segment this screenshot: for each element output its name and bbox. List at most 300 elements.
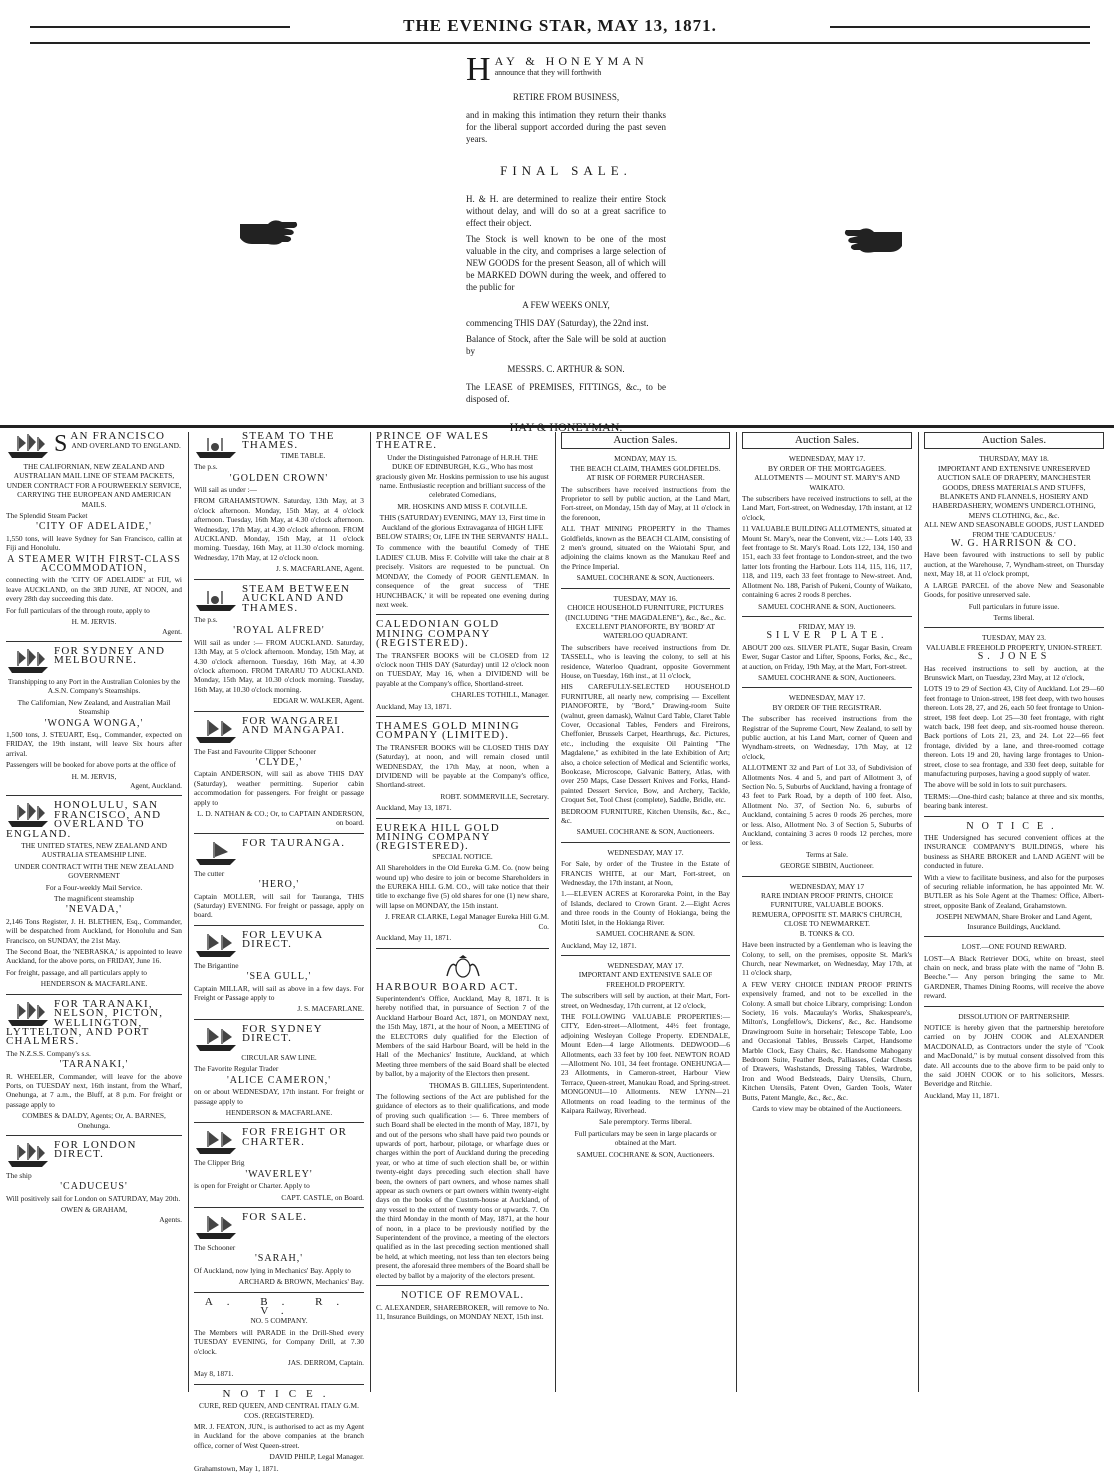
ad-paragraph: Have been instructed by a Gentleman who is leaving the Colony, to sell, on the premises, opposite St. Mark's Church, near Newmarket, on Wednesday, May 17th, at 11 o'clock sharp,: [742, 940, 912, 978]
ad-paragraph: ALL THAT MINING PROPERTY in the Thames Goldfields, known as the BEACH CLAIM, consisting of 2 men's ground, situated on the Waiotahi Spur, and adjoining the claims known as the Manukau Reef and the Prince Imperial.: [561, 524, 730, 571]
notice-eureka-hill: [376, 821, 549, 943]
ad-heading: FOR LEVUKA DIRECT.: [242, 928, 323, 951]
ship-name: 'CITY OF ADELAIDE,': [36, 521, 152, 533]
ad-signature: JAS. DERROM, Captain.: [287, 1358, 364, 1367]
divider: [6, 1135, 182, 1136]
ad-heading: IMPORTANT AND EXTENSIVE UNRESERVED AUCTION SALE OF DRAPERY, MANCHESTER GOODS, DRESS MATERIALS AND STUFFS, BLANKETS AND FLANNELS, HOSIERY AND HABERDASHERY, WOMEN'S UNDERCLOTHING, MEN'S CLOTHING, &c., &c.: [932, 463, 1096, 520]
ship-name: 'HERO,': [258, 879, 300, 891]
timetable-text: Will sail as under :— FROM AUCKLAND. Saturday, 13th May, at 5 o'clock afternoon. Monday, 15th May, at 4.30 o'clock afternoon. Tuesday, 16th May, at 4.30 o'clock afternoon. FROM TARARU TO AUCKLAND. Monday, 15th May, at 10.30 o'clock morning. Tuesday, 16th May, at 10.30 o'clock morning.: [194, 637, 364, 694]
ad-heading: HARBOUR BOARD ACT.: [376, 980, 519, 993]
divider: [194, 1122, 364, 1123]
ad-paragraph: For a Four-weekly Mail Service.: [45, 882, 143, 892]
ad-signature: S. JONES: [977, 651, 1051, 663]
ad-signature: SAMUEL COCHRANE & SON, Auctioneers.: [576, 1149, 715, 1159]
ad-heading: AY & HONEYMAN: [494, 54, 648, 68]
notice-caledonian: [376, 620, 549, 711]
ad-line: RETIRE FROM BUSINESS,: [512, 92, 620, 102]
ad-subheading: NO. 5 COMPANY.: [250, 1316, 308, 1326]
ad-paragraph: Full particulars may be seen in large placards or obtained at the Mart.: [574, 1128, 717, 1148]
ad-subheading: CURE, RED QUEEN, AND CENTRAL ITALY G.M. COS. (REGISTERED).: [199, 1401, 359, 1420]
shipping-ad-taranaki: [6, 997, 182, 1130]
ad-paragraph: Will positively sail for London on SATURDAY, May 20th.: [6, 1193, 181, 1203]
ad-paragraph: Will sail as under :—: [194, 485, 257, 495]
ship-icon: [194, 839, 238, 867]
page-title: THE EVENING STAR, MAY 13, 1871.: [403, 16, 717, 35]
divider: [924, 936, 1104, 937]
divider: [376, 1285, 549, 1286]
ad-signature: ARCHARD & BROWN, Mechanics' Bay.: [238, 1277, 364, 1287]
ad-heading: FOR WANGAREI AND MANGAPAI.: [242, 714, 346, 736]
auction-date: MONDAY, MAY 15.: [614, 454, 677, 464]
ad-paragraph: 11 VALUABLE BUILDING ALLOTMENTS, situated at Mount St. Mary's, near the Convent, viz.:— Lots 140, 33 feet frontage to St. Mary's Road. Lots 122, 134, 150 and 151, each 33 feet frontage to London-street, and the two latter lots fronting the Harbour. Lots 114, 115, 116, 117, 118, and 119, each 33 feet frontage to New-street. And, Allotment No. 188, Parish of Pukeni, County of Waikato, containing 6 acres 2 roods 8 perches.: [742, 524, 912, 600]
divider: [376, 818, 549, 819]
ad-signature: SAMUEL COCHRANE & SON.: [596, 929, 695, 939]
column-5: [742, 432, 912, 1392]
ship-name: 'ALICE CAMERON,': [226, 1074, 332, 1086]
shipping-ad-freight-charter: [194, 1128, 364, 1202]
auction-mortgagees: [742, 454, 912, 611]
ad-paragraph: on or about WEDNESDAY, 17th instant. For freight or passage apply to: [194, 1087, 364, 1106]
auction-date: WEDNESDAY, MAY 17: [789, 881, 865, 891]
ad-heading: FOR TAURANGA.: [242, 836, 346, 849]
ad-paragraph: The above will be sold in lots to suit purchasers.: [924, 780, 1067, 790]
ad-paragraph: The following sections of the Act are published for the guidance of electors as to their qualifications, and mode of proving such qualification :— 6. Three members of such Board shall be elected in the month of May, 1871, by and out of the persons who shall have paid two pounds or upwards of port, harbour, pilotage, or wharfage dues or charges within the port of Auckland during the preceding year, or who at time of such election shall be, or within twenty-eight days preceding such election shall have been, the owners of part owners, and whose names shall appear as such owners or part owners within twenty-eight days on the books of the Custom-house at Auckland, of any vessel to the extent of twenty tons or upwards. 7. On the third Monday in the month of May, 1871, at the hour of noon, in a place to be previously notified by the Superintendent of the province, a meeting of the electors qualified as in the last preceding section mentioned shall be held, at which meeting, not less than ten electors being present, the aforesaid three members of the Board shall be elected by ballot by a majority of the electors present.: [376, 1091, 549, 1280]
ad-signature: J. S. MACFARLANE.: [297, 1004, 364, 1014]
ad-paragraph: The subscribers have received instructions to sell, at the Land Mart, Fort-street, on Wednesday, 17th instant, at 12 o'clock,: [742, 494, 912, 522]
ad-signature: J. FREAR CLARKE, Legal Manager Eureka Hill G.M. Co.: [384, 912, 549, 931]
ad-paragraph: The cutter: [194, 868, 225, 878]
ad-signature: HENDERSON & MACFARLANE.: [40, 979, 148, 989]
ad-signature: OWEN & GRAHAM,: [60, 1205, 128, 1215]
ad-signature: CHARLES TOTHILL, Manager.: [451, 690, 549, 700]
ad-paragraph: Terms at Sale.: [806, 849, 848, 859]
ship-icon: [6, 432, 50, 460]
ad-paragraph: R. WHEELER, Commander, will leave for the above Ports, on TUESDAY next, 16th instant, from the Wharf, Onehunga, at 7 a.m., the Bluff, at 8 p.m. For freight or passage apply to: [6, 1071, 182, 1109]
ad-paragraph: HIS CAREFULLY-SELECTED HOUSEHOLD FURNITURE, all nearly new, comprising — Excellent PIANOFORTE, by "Bord," Drawing-room Suite (walnut, green damask), Walnut Card Table, Claret Table Cover, Occasional Tables, Fenders and Fireirons, Cheffonier, Brussels Carpet, Hearthrugs, &c. Pictures, etc., including the exquisite Oil Painting "The Magdalene," as exhibited in the late Exhibition of Art; also, a choice selection of Medical and Scientific works, Bookcase, Microscope, Galvanic Battery, Atlas, with over 250 Maps, Case Dessert Knives and Forks, Hand-painted Dessert Service, Bow, and Archery, Tackle, Croquet Set, Tool Chest (complete), Saddle, Bridle, etc.: [561, 682, 730, 805]
pointing-hand-icon: [238, 214, 300, 248]
ad-paragraph: 1,550 tons, will leave Sydney for San Francisco, callin at Fiji and Honolulu.: [6, 533, 182, 553]
ship-name: 'SEA GULL,': [246, 971, 312, 983]
masthead-rule: [830, 26, 1090, 28]
ad-paragraph: For freight, passage, and all particulars apply to: [6, 967, 147, 977]
ship-icon: [6, 801, 50, 829]
ad-line: A FEW WEEKS ONLY,: [522, 300, 610, 310]
notice-lost-dog: [924, 942, 1104, 1000]
ad-paragraph: Under the Distinguished Patronage of H.R.H. THE DUKE OF EDINBURGH, K.G., Who has most graciously given Mr. Hoskins permission to use his august name. Enthusiastic reception and brilliant success of the celebrated Comedians,: [376, 452, 549, 500]
shipping-ad-for-sale: [194, 1210, 364, 1287]
ad-paragraph: Captain MOLLER, will sail for Tauranga, THIS (Saturday) EVENING. For freight or passage, apply on board.: [194, 891, 364, 920]
drop-cap: H: [466, 51, 491, 88]
ad-signature: JOSEPH NEWMAN, Share Broker and Land Agent, Insurance Buildings, Auckland.: [935, 912, 1092, 931]
ad-heading: RARE INDIAN PROOF PRINTS, CHOICE FURNITURE, VALUABLE BOOKS.: [760, 891, 894, 910]
ad-paragraph: The Stock is well known to be one of the most valuable in the city, and comprises a large selection of NEW GOODS for the present Season, all of which will be MARKED DOWN during the week, and offered to the public for: [466, 234, 666, 292]
ad-paragraph: 1.—ELEVEN ACRES at Kororareka Point, in the Bay of Islands, declared to Crown Grant. 2.—Eight Acres and three roods in the County of Hokianga, being the Motiti Islet, in the Hokianga River.: [561, 889, 730, 927]
divider: [194, 925, 364, 926]
ad-paragraph: The TRANSFER BOOKS will be CLOSED from 12 o'clock noon THIS DAY (Saturday) until 12 o'clock noon on TUESDAY, May 16, when a DIVIDEND will be payable at the Company's office, Shortland-street.: [376, 650, 549, 688]
divider: [924, 1006, 1104, 1007]
ship-name: 'SARAH,': [255, 1253, 303, 1265]
ad-date: Auckland, May 11, 1871.: [924, 1090, 1000, 1100]
column-rule: [555, 432, 556, 1392]
shipping-ad-golden-crown: [194, 432, 364, 574]
ad-signature: HAY & HONEYMAN.: [509, 420, 623, 434]
ad-heading: FOR LONDON DIRECT.: [54, 1138, 137, 1161]
auction-registrar: [742, 693, 912, 870]
section-heading: Auction Sales.: [561, 432, 730, 449]
ad-signature: THOMAS B. GILLIES, Superintendent.: [429, 1080, 549, 1090]
ad-signature: W. G. HARRISON & CO.: [950, 538, 1078, 550]
notice-mining-agent: [194, 1387, 364, 1473]
ad-paragraph: Captain MILLAR, will sail as above in a few days. For Freight or Passage apply to: [194, 983, 364, 1003]
column-rule: [370, 432, 371, 1392]
shipping-ad-tauranga: [194, 836, 364, 920]
pointing-hand-icon: [842, 222, 904, 256]
auction-indian-prints: [742, 882, 912, 1114]
ad-subheading: ALL NEW AND SEASONABLE GOODS, JUST LANDED FROM THE 'CADUCEUS.': [924, 520, 1104, 539]
ad-paragraph: Passengers will be booked for above ports at the office of: [6, 760, 176, 770]
ad-paragraph: TERMS:—One-third cash; balance at three and six months, bearing bank interest.: [924, 791, 1104, 811]
ad-date: Grahamstown, May 1, 1871.: [194, 1463, 279, 1473]
notice-share-broker: [924, 822, 1104, 931]
auction-date: WEDNESDAY, MAY 17.: [607, 960, 684, 970]
ad-paragraph: Terms liberal.: [993, 612, 1035, 622]
section-heading: Auction Sales.: [742, 432, 912, 449]
divider: [561, 842, 730, 843]
drop-cap: S: [54, 431, 68, 457]
auction-silver-plate: [742, 622, 912, 682]
ship-name: 'ROYAL ALFRED': [233, 625, 325, 637]
ad-paragraph: Full particulars in future issue.: [968, 601, 1060, 611]
ad-paragraph: ALLOTMENT 32 and Part of Lot 33, of Subdivision of Allotments Nos. 4 and 5, and part of Allotment 3, of Section No. 5, Suburbs of Auckland, having a frontage of 43 feet to Park Road, by a depth of 100 feet. Also, Allotment No. 37, of Section No. 6, suburbs of Auckland, containing 5 acres 0 roods 26 perches, more or less. Also, Allotment No. 3 of Section 5, Suburbs of Auckland, containing 3 acres 0 roods 12 perches, more or less.: [742, 763, 912, 848]
ad-paragraph: connecting with the 'CITY OF ADELAIDE' at FIJI, wi leave AUCKLAND, on the 3RD JUNE, AT NOON, and every 28th day succeeding this date.: [6, 575, 182, 604]
ad-paragraph: The N.Z.S.S. Company's s.s.: [6, 1048, 91, 1058]
divider: [376, 614, 549, 615]
divider: [924, 816, 1104, 817]
ad-heading: NOTICE.: [966, 820, 1062, 832]
ad-signature: COMBES & DALDY, Agents; Or, A. BARNES, Onehunga.: [22, 1111, 166, 1130]
ad-paragraph: Captain ANDERSON, will sail as above THIS DAY (Saturday), weather permitting. Superior cabin accommodation for passengers. For freight or passage apply to: [194, 769, 364, 807]
ad-heading: ALLOTMENTS — MOUNT ST. MARY'S AND WAIKATO.: [754, 473, 900, 492]
shipping-ad-san-francisco: [6, 432, 182, 636]
ad-signature-role: Agents.: [159, 1214, 182, 1224]
column-2: [194, 430, 364, 1473]
ad-heading: DISSOLUTION OF PARTNERSHIP.: [958, 1011, 1070, 1021]
ad-paragraph: Balance of Stock, after the Sale will be sold at auction by: [466, 334, 666, 356]
ad-paragraph: Cards to view may be obtained of the Auctioneers.: [752, 1104, 902, 1113]
ad-subheading: BY ORDER OF THE REGISTRAR.: [772, 702, 882, 712]
auction-union-street: [924, 633, 1104, 810]
ad-signature: EDGAR W. WALKER, Agent.: [272, 696, 364, 706]
ad-paragraph: The subscribers have received instructions from Dr. TASSELL, who is leaving the colony, to sell at his residence, Waterloo Quadrant, opposite Government House, on Tuesday, 16th inst., at 11 o'clock,: [561, 642, 730, 680]
ad-paragraph: With a view to facilitate business, and also for the purposes of securing reliable information, he has appointed Mr. W. BUTLER as his Sole Agent at the Thames: Office, Albert-street, opposite Bank of Zealand, Grahamstown.: [924, 872, 1104, 910]
auction-freehold-property: [561, 961, 730, 1159]
ad-date: May 8, 1871.: [194, 1369, 234, 1379]
auction-date: WEDNESDAY, MAY 17.: [607, 847, 684, 857]
shipping-ad-honolulu: [6, 801, 182, 988]
ship-name: 'CLYDE,': [255, 756, 303, 768]
ad-heading: NOTICE.: [222, 1387, 336, 1400]
ad-heading: HONOLULU, SAN FRANCISCO, AND OVERLAND TO ENGLAND.: [6, 799, 162, 840]
ad-paragraph: The Schooner: [194, 1242, 236, 1252]
ad-heading: SILVER PLATE.: [766, 630, 888, 642]
ad-paragraph: Sale peremptory. Terms liberal.: [599, 1117, 692, 1127]
ship-icon: [194, 1025, 238, 1053]
ad-paragraph: For full particulars of the through route, apply to: [6, 605, 150, 615]
hay-honeyman-advertisement: [466, 51, 666, 434]
ship-icon: [6, 647, 50, 675]
ad-paragraph: The Clipper Brig: [194, 1158, 245, 1168]
ad-signature: DAVID PHILP, Legal Manager.: [269, 1452, 364, 1462]
ad-paragraph: Of Auckland, now lying in Mechanics' Bay. Apply to: [194, 1265, 351, 1275]
ad-paragraph: UNDER CONTRACT WITH THE NEW ZEALAND GOVERNMENT: [14, 861, 174, 881]
ad-paragraph: The subscribers have received instructions from the Proprietor to sell by public auction, at the Land Mart, Fort-street, on Monday, 15th day of May, at 11 o'clock in the forenoon,: [561, 484, 730, 522]
ad-date: Auckland, May 11, 1871.: [376, 933, 452, 943]
ad-paragraph: The TRANSFER BOOKS will be CLOSED THIS DAY (Saturday), at noon, and will remain closed until WEDNESDAY, the 17th May, at noon, when a DIVIDEND will be payable at the Company's office, Shortland-street.: [376, 742, 549, 790]
ad-paragraph: LOST—A Black Retriever DOG, white on breast, steel chain on neck, and brass plate with the name of "John B. Beeche."— Any person bringing the same to Mr. GARDNER, Thames Dining Rooms, will receive the above reward.: [924, 953, 1104, 1001]
ad-signature: H. M. JERVIS.: [71, 617, 117, 627]
divider: [6, 994, 182, 995]
divider: [6, 795, 182, 796]
ad-heading: FOR TARANAKI, NELSON, PICTON, WELLINGTON, LYTTELTON, AND PORT CHALMERS.: [6, 997, 164, 1048]
divider: [742, 616, 912, 617]
ad-paragraph: ABOUT 200 ozs. SILVER PLATE, Sugar Basin, Cream Ewer, Sugar Castor and Lifter, Spoons, Forks, &c., &c., at auction, on Friday, 19th May, at the Mart, Fort-street.: [742, 642, 912, 671]
section-heading: Auction Sales.: [924, 432, 1104, 449]
ad-heading: PRINCE OF WALES THEATRE.: [376, 430, 490, 452]
ad-paragraph: H. & H. are determined to realize their entire Stock without delay, and will do so at a great sacrifice to effect their object.: [466, 194, 666, 228]
ad-paragraph: THE UNITED STATES, NEW ZEALAND AND AUSTRALIA STEAMSHIP LINE.: [21, 841, 167, 860]
ad-subheading: AND OVERLAND TO ENGLAND.: [71, 441, 181, 451]
ad-paragraph: THE FOLLOWING VALUABLE PROPERTIES:— CITY, Eden-street—Allotment, 44½ feet frontage, adjoining Wesleyan College Property. EDENDALE, Mount Eden—4 large Allotments. DEDWOOD—6 Allotments, each 33 feet by 100 feet. NEWTON ROAD—Allotment No. 101, 34 feet frontage. ONEHUNGA—23 Allotments, in Cameron-street, Harbour View Terrace, Queen-street, Manukau Road, and Spring-street. MONGONUI—10 Allotments. NEW LYNN—21 Allotments on road leading to the terminus of the Kaipara Railway, Riverhead.: [561, 1011, 730, 1115]
auction-date: TUESDAY, MAY 23.: [982, 633, 1046, 643]
column-1: [6, 432, 182, 1392]
ad-heading: FOR SYDNEY DIRECT.: [242, 1022, 323, 1045]
ship-name: 'TARANAKI,': [59, 1059, 129, 1071]
ad-signature: CAPT. CASTLE, on Board.: [281, 1192, 364, 1202]
divider: [194, 1292, 364, 1293]
auction-date: WEDNESDAY, MAY 17.: [788, 454, 866, 464]
ad-paragraph: 1,500 tons, J. STEUART, Esq., Commander, expected on FRIDAY, the 19th instant, will leave Six hours after arrival.: [6, 729, 182, 758]
ad-paragraph: The Californian, New Zealand, and Australian Mail Steamship: [17, 697, 171, 717]
ad-subheading: CIRCULAR SAW LINE.: [241, 1052, 317, 1062]
ship-name: 'WAVERLEY': [245, 1168, 313, 1180]
ad-heading: THAMES GOLD MINING COMPANY (LIMITED).: [376, 719, 520, 742]
theatre-ad: [376, 432, 549, 609]
divider: [376, 948, 549, 949]
ad-date: Auckland, May 13, 1871.: [376, 701, 452, 711]
ad-heading: IMPORTANT AND EXTENSIVE SALE OF FREEHOLD PROPERTY.: [578, 970, 713, 989]
divider: [194, 833, 364, 834]
divider: [194, 579, 364, 580]
ad-paragraph: BEDROOM FURNITURE, Kitchen Utensils, &c., &c., &c.: [561, 806, 730, 826]
ad-signature: B. TONKS & CO.: [799, 928, 855, 938]
ad-paragraph: THIS (SATURDAY) EVENING, MAY 13, First time in Auckland of the glorious Extravaganza of HIGH LIFE BELOW STAIRS; Or, LIFE IN THE SERVANTS' HALL.: [376, 513, 549, 542]
ad-signature: ROBT. SOMMERVILLE, Secretary.: [440, 791, 549, 801]
ad-signature: L. D. NATHAN & CO.; Or, to CAPTAIN ANDERSON, on board.: [197, 809, 364, 828]
ad-paragraph: LOTS 19 to 29 of Section 43, City of Auckland. Lot 29—60 feet frontage to Union-street, 198 feet deep, with two houses thereon. Lots 28, 27, and 26, each 50 feet frontage to Union-street, 198 feet deep. Lot 25—30 feet frontage, with right watch back, 198 feet deep, and six-roomed house thereon. Back portions of Lots 21, 23, and 24. Lot 22—66 feet frontage, divided by a lane, and three-roomed cottage thereon. Lots 19 and 20, having large frontages to Union-street, close to sea frontage, and 330 feet deep, suitable for manufacturing purposes, having a good supply of water.: [924, 684, 1104, 778]
ad-heading: CHOICE HOUSEHOLD FURNITURE, PICTURES (INCLUDING "THE MAGDALENE"), &c., &c., &c.: [565, 603, 726, 622]
ship-icon: [194, 931, 238, 959]
auction-date: TUESDAY, MAY 16.: [613, 593, 678, 603]
divider: [6, 641, 182, 642]
ad-heading: FOR FREIGHT OR CHARTER.: [242, 1126, 348, 1148]
ad-signature: J. S. MACFARLANE, Agent.: [276, 564, 364, 574]
notice-dissolution: [924, 1012, 1104, 1101]
ad-paragraph: The ship: [6, 1170, 32, 1180]
divider: [194, 711, 364, 712]
ad-subheading: TIME TABLE.: [280, 450, 326, 460]
ad-heading: A. B. R. V.: [204, 1295, 354, 1317]
ad-heading: CALEDONIAN GOLD MINING COMPANY (REGISTERED).: [376, 618, 500, 650]
ad-subheading: AT RISK OF FORMER PURCHASER.: [586, 473, 705, 483]
auction-beach-claim: [561, 454, 730, 582]
ad-paragraph: All Shareholders in the Old Eureka G.M. Co. (now being wound up) who desire to join or become Shareholders in the EUREKA HILL G.M. CO., will take notice that their title to exchange five (5) old shares for one (1) new share, will lapse on MONDAY, the 15th instant.: [376, 863, 549, 910]
ad-signature: SAMUEL COCHRANE & SON, Auctioneers.: [576, 827, 715, 837]
shipping-ad-london: [6, 1138, 182, 1224]
ad-paragraph: is open for Freight or Charter. Apply to: [194, 1181, 310, 1191]
column-rule: [918, 432, 919, 1392]
divider: [742, 876, 912, 877]
divider: [742, 687, 912, 688]
auction-date: FRIDAY, MAY 19.: [798, 621, 856, 631]
ad-paragraph: The Second Boat, the 'NEBRASKA,' is appointed to leave Auckland, for the above ports, on FRIDAY, June 16.: [6, 947, 182, 966]
ad-signature-role: Agent, Auckland.: [130, 780, 182, 790]
column-6: [924, 432, 1104, 1392]
divider: [194, 1207, 364, 1208]
divider: [194, 1019, 364, 1020]
ad-paragraph: The Members will PARADE in the Drill-Shed every TUESDAY EVENING, for Company Drill, at 7.30 o'clock.: [194, 1327, 364, 1356]
auction-date: WEDNESDAY, MAY 17.: [788, 693, 866, 703]
ship-icon: [194, 1128, 238, 1156]
ad-heading: STEAM TO THE THAMES.: [242, 430, 335, 452]
shipping-ad-wangarei: [194, 714, 364, 828]
ad-paragraph: The p.s.: [194, 614, 218, 624]
auction-date: THURSDAY, MAY 18.: [979, 454, 1049, 464]
ship-icon: [6, 1000, 50, 1028]
ad-heading: VALUABLE FREEHOLD PROPERTY, UNION-STREET.: [926, 642, 1102, 652]
ad-subheading: A STEAMER WITH FIRST-CLASS ACCOMMODATION,: [7, 553, 181, 575]
ad-paragraph: The Fast and Favourite Clipper Schooner: [194, 746, 317, 756]
ad-heading: THE BEACH CLAIM, THAMES GOLDFIELDS.: [570, 463, 721, 473]
ad-signature: SAMUEL COCHRANE & SON, Auctioneers.: [576, 573, 715, 583]
timetable-text: FROM GRAHAMSTOWN. Saturday, 13th May, at 3 o'clock afternoon. Monday, 15th May, at 4 o'clock afternoon. Tuesday, 16th May, at 4.30 o'clock afternoon. Wednesday, 17th May, at 4.30 o'clock afternoon. FROM AUCKLAND. Monday, 15th May, at 11 o'clock morning. Tuesday, 16th May, at 11.30 o'clock morning. Wednesday, 17th May, at 12 o'clock noon.: [194, 496, 364, 562]
ad-paragraph: Has received instructions to sell by auction, at the Brunswick Mart, on Tuesday, 23rd May, at 12 o'clock,: [924, 663, 1104, 682]
ad-heading: FOR SALE.: [242, 1210, 308, 1223]
ad-paragraph: For Sale, by order of the Trustee in the Estate of FRANCIS WHITE, at our Mart, Fort-street, on Wednesday, the 17th instant, at Noon,: [561, 859, 730, 888]
ad-paragraph: The subscribers will sell by auction, at their Mart, Fort-street, on Wednesday, 17th current, at 12 o'clock,: [561, 991, 730, 1010]
ad-date: Auckland, May 12, 1871.: [561, 940, 637, 950]
divider: [924, 627, 1104, 628]
ship-icon: [194, 717, 238, 745]
ad-heading: EUREKA HILL GOLD MINING COMPANY (REGISTERED).: [376, 821, 500, 853]
royal-crest-icon: [443, 954, 483, 980]
ad-paragraph: MR. J. FEATON, JUN., is authorised to act as my Agent in Auckland for the above companies at the branch office, corner of West Queen-street.: [194, 1422, 364, 1450]
ad-paragraph: A FEW VERY CHOICE INDIAN PROOF PRINTS expensively framed, and not to be excelled in the Colony. A small but choice Library, comprising: London Society, 16 vols. Macaulay's Works, Shakespeare's, Milton's, Longfellow's, Dickens', &c., &c. Handsome Drawingroom Suite in horsehair; Telescope Table, Loo and Occasional Tables, Brussels Carpet, Handsome Marble Clock, Easy Chairs, &c. Handsome Mahogany Bedroom Suite, Feather Beds, Palliasses, Cedar Chests of Drawers, Washstands, Dressing Tables, Wardrobe, Iron and Wood Bedsteads, Dairy Utensils, Churn, Kitchen Utensils, Patent Oven, Garden Tools, Water Butts, Patent Mangle, &c., &c., &c.: [742, 979, 912, 1102]
ship-name: 'CADUCEUS': [60, 1181, 128, 1193]
ad-heading: AN FRANCISCO: [70, 430, 166, 442]
section-rule: [0, 425, 1114, 428]
ad-subheading: announce that they will forthwith: [494, 68, 602, 77]
ad-paragraph: and in making this intimation they return their thanks for the liberal support accorded during the past seven years.: [466, 110, 666, 144]
ad-signature: H. M. JERVIS,: [71, 771, 117, 781]
ship-icon: [194, 1213, 238, 1241]
notice-arv: [194, 1295, 364, 1379]
auction-household-furniture: [561, 594, 730, 837]
ad-paragraph: NOTICE is hereby given that the partnership heretofore carried on by JOHN COOK and ALEXANDER MACDONALD, as Contractors under the style of "Cook and MacDonald," is by mutual consent dissolved from this date. All accounts due to the above firm to be paid only to the said JOHN COOK or to his solicitors, Messrs. Beveridge and Ritchie.: [924, 1022, 1104, 1089]
ad-paragraph: A LARGE PARCEL of the above New and Seasonable Goods, for positive unreserved sale.: [924, 580, 1104, 600]
auction-drapery: [924, 454, 1104, 622]
masthead: [30, 14, 1090, 44]
column-3: [376, 432, 549, 1392]
ad-paragraph: Transhipping to any Port in the Australian Colonies by the A.S.N. Company's Steamships.: [7, 676, 181, 696]
ad-paragraph: Have been favoured with instructions to sell by public auction, at the Warehouse, 7, Wyndham-street, on Thursday next, May 18, at 11 o'clock prompt,: [924, 550, 1104, 579]
ad-subheading: MR. HOSKINS AND MISS F. COLVILLE.: [397, 501, 528, 511]
ship-icon: [194, 432, 238, 460]
ad-signature: SAMUEL COCHRANE & SON, Auctioneers.: [758, 672, 896, 682]
shipping-ad-sydney: [6, 644, 182, 790]
ad-subheading: BY ORDER OF THE MORTGAGEES.: [767, 463, 887, 473]
ad-subheading: EXCELLENT PIANOFORTE, BY 'BORD' AT WATERLOO QUADRANT.: [575, 621, 716, 641]
column-4: [561, 432, 730, 1392]
ad-paragraph: Superintendent's Office, Auckland, May 8, 1871. It is hereby notified that, in pursuance of Section 7 of the Auckland Harbour Board Act, 1871, on MONDAY next, the 15th May, 1871, at the hour of Noon, a MEETING of the ELECTORS duly qualified for the Election of Members of the said Harbour Board, will be held in the Hall of the Mechanics' Institute, Auckland, at which Meeting three members of the said Board shall be elected by ballot, by a majority of the Electors then present.: [376, 993, 549, 1079]
auction-kororareka: [561, 848, 730, 950]
ad-heading: STEAM BETWEEN AUCKLAND AND THAMES.: [242, 582, 351, 614]
ad-signature: GEORGE SIBBIN, Auctioneer.: [780, 861, 874, 871]
ad-paragraph: The LEASE of PREMISES, FITTINGS, &c., to be disposed of.: [466, 382, 666, 404]
divider: [376, 716, 549, 717]
divider: [194, 1384, 364, 1385]
ad-paragraph: 2,146 Tons Register, J. H. BLETHEN, Esq., Commander, will be despatched from Auckland, for Honolulu and San Francisco, on SUNDAY, the 21st May.: [6, 916, 182, 945]
ad-paragraph: commencing THIS DAY (Saturday), the 22nd inst.: [466, 318, 649, 328]
ad-heading: FOR SYDNEY AND MELBOURNE.: [54, 644, 166, 667]
column-rule: [188, 432, 189, 1392]
ad-paragraph: The Splendid Steam Packet: [6, 511, 88, 521]
shipping-ad-royal-alfred: [194, 582, 364, 706]
ship-name: 'GOLDEN CROWN': [229, 472, 329, 484]
notice-thames-gold: [376, 719, 549, 813]
ad-paragraph: The magnificent steamship: [53, 894, 135, 904]
ad-heading: LOST.—ONE FOUND REWARD.: [961, 942, 1067, 952]
ad-paragraph: The Brigantine: [194, 960, 239, 970]
ad-paragraph: The subscriber has received instructions from the Registrar of the Supreme Court, New Zealand, to sell by public auction, at his Land Mart, corner of Queen and Wyndham-streets, on Wednesday, 17th May, at 12 o'clock,: [742, 714, 912, 761]
shipping-ad-levuka: [194, 928, 364, 1014]
divider: [561, 955, 730, 956]
ad-paragraph: To commence with the beautiful Comedy of THE LADIES' CLUB. Miss F. Colville will take the chair at 8 precisely. Visitors are requested to be punctual. On MONDAY, the Comedy of POOR GENTLEMAN. In consequence of the great success of 'THE HUNCHBACK,' it will be repeated one evening during next week.: [376, 543, 549, 609]
ship-name: 'WONGA WONGA,': [44, 717, 144, 729]
ad-line: MESSRS. C. ARTHUR & SON.: [507, 364, 625, 374]
ad-paragraph: C. ALEXANDER, SHAREBROKER, will remove to No. 11, Insurance Buildings, on MONDAY NEXT, 15th inst.: [376, 1302, 549, 1321]
ship-icon: [194, 585, 238, 613]
ship-name: 'NEVADA,': [65, 904, 123, 916]
notice-harbour-board: [376, 954, 549, 1281]
column-rule: [736, 432, 737, 1392]
ad-signature-role: Agent.: [162, 626, 182, 636]
ship-icon: [6, 1141, 50, 1169]
shipping-ad-sydney-direct: [194, 1022, 364, 1117]
ad-heading: NOTICE OF REMOVAL.: [400, 1290, 525, 1302]
ad-paragraph: The Favorite Regular Trader: [194, 1064, 279, 1074]
ad-signature: SAMUEL COCHRANE & SON, Auctioneers.: [758, 601, 896, 611]
ad-paragraph: The p.s.: [194, 462, 218, 472]
ad-signature: HENDERSON & MACFARLANE.: [225, 1107, 333, 1117]
ad-subheading: REMUERA, OPPOSITE ST. MARK'S CHURCH, CLOSE TO NEWMARKET.: [751, 909, 903, 929]
ad-date: Auckland, May 13, 1871.: [376, 803, 452, 813]
ad-subheading: SPECIAL NOTICE.: [432, 851, 493, 861]
divider: [561, 588, 730, 589]
ad-paragraph: THE CALIFORNIAN, NEW ZEALAND AND AUSTRALIAN MAIL LINE OF STEAM PACKETS, UNDER CONTRACT FOR A FOURWEEKLY SERVICE, CARRYING THE EUROPEAN AND AMERICAN MAILS.: [6, 462, 182, 509]
ad-paragraph: THE Undersigned has secured convenient offices at the INSURANCE COMPANY'S BUILDINGS, where his business as SHARE BROKER and LAND AGENT will be conducted in future.: [924, 833, 1104, 871]
notice-removal: [376, 1291, 549, 1321]
final-sale-heading: FINAL SALE.: [500, 163, 632, 178]
